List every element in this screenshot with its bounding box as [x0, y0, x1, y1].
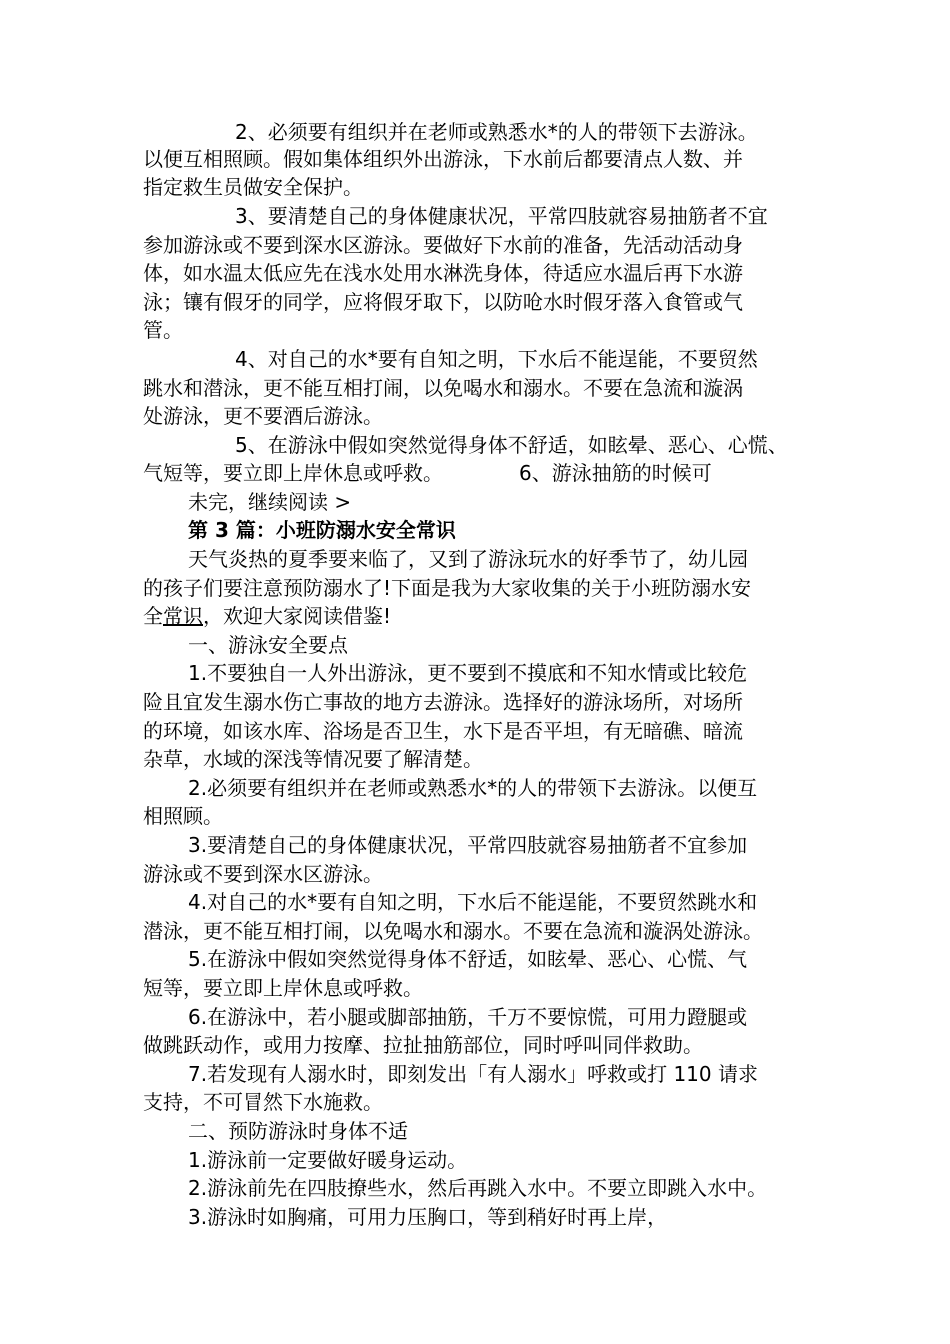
text-line: 相照顾。: [143, 804, 223, 828]
text-line: 短等，要立即上岸休息或呼救。: [143, 976, 423, 1000]
text-line: 1.游泳前一定要做好暖身运动。: [188, 1148, 468, 1172]
text-line: 5、在游泳中假如突然觉得身体不舒适，如眩晕、恶心、心慌、: [235, 433, 788, 457]
text-line: 跳水和潜泳，更不能互相打闹，以免喝水和溺水。不要在急流和漩涡: [143, 376, 743, 400]
text-line: 体，如水温太低应先在浅水处用水淋洗身体，待适应水温后再下水游: [143, 261, 743, 285]
continue-reading-link[interactable]: 未完，继续阅读 >: [188, 490, 352, 514]
text-line: 5.在游泳中假如突然觉得身体不舒适，如眩晕、恶心、心慌、气: [188, 947, 748, 971]
text-line: 以便互相照顾。假如集体组织外出游泳，下水前后都要清点人数、并: [143, 147, 743, 171]
text-line: 6、游泳抽筋的时候可: [519, 461, 712, 485]
text-line: 泳；镶有假牙的同学，应将假牙取下，以防呛水时假牙落入食管或气: [143, 290, 743, 314]
text-line: 杂草，水域的深浅等情况要了解清楚。: [143, 747, 483, 771]
text-line: 7.若发现有人溺水时，即刻发出「有人溺水」呼救或打 110 请求: [188, 1062, 758, 1086]
text-fragment: 全: [143, 604, 163, 628]
text-line: 2.游泳前先在四肢撩些水，然后再跳入水中。不要立即跳入水中。: [188, 1176, 768, 1200]
text-line: 做跳跃动作，或用力按摩、拉扯抽筋部位，同时呼叫同伴救助。: [143, 1033, 703, 1057]
text-line: 参加游泳或不要到深水区游泳。要做好下水前的准备，先活动活动身: [143, 233, 743, 257]
inline-link[interactable]: 常识: [163, 604, 203, 628]
text-line: 1.不要独自一人外出游泳，更不要到不摸底和不知水情或比较危: [188, 661, 748, 685]
text-line: 险且宜发生溺水伤亡事故的地方去游泳。选择好的游泳场所，对场所: [143, 690, 743, 714]
subsection-heading: 二、预防游泳时身体不适: [188, 1119, 408, 1143]
text-line: 气短等，要立即上岸休息或呼救。: [143, 461, 443, 485]
text-line: 4、对自己的水*要有自知之明，下水后不能逞能，不要贸然: [235, 347, 758, 371]
text-line: 游泳或不要到深水区游泳。: [143, 862, 383, 886]
text-line: 3、要清楚自己的身体健康状况，平常四肢就容易抽筋者不宜: [235, 204, 768, 228]
section-heading: 第 3 篇：小班防溺水安全常识: [188, 518, 456, 542]
text-fragment: ，欢迎大家阅读借鉴!: [203, 604, 392, 628]
text-line: 3.要清楚自己的身体健康状况，平常四肢就容易抽筋者不宜参加: [188, 833, 748, 857]
text-line: 4.对自己的水*要有自知之明，下水后不能逞能，不要贸然跳水和: [188, 890, 758, 914]
text-line: 管。: [143, 318, 183, 342]
text-line: 天气炎热的夏季要来临了，又到了游泳玩水的好季节了，幼儿园: [188, 547, 748, 571]
text-line: 指定救生员做安全保护。: [143, 175, 363, 199]
text-line: 2.必须要有组织并在老师或熟悉水*的人的带领下去游泳。以便互: [188, 776, 758, 800]
subsection-heading: 一、游泳安全要点: [188, 633, 348, 657]
text-line: 潜泳，更不能互相打闹，以免喝水和溺水。不要在急流和漩涡处游泳。: [143, 919, 763, 943]
text-line: 6.在游泳中，若小腿或脚部抽筋，千万不要惊慌，可用力蹬腿或: [188, 1005, 748, 1029]
text-line: [143, 602, 391, 630]
text-line: 2、必须要有组织并在老师或熟悉水*的人的带领下去游泳。: [235, 120, 758, 144]
text-line: 3.游泳时如胸痛，可用力压胸口，等到稍好时再上岸，: [188, 1205, 668, 1229]
text-line: 支持，不可冒然下水施救。: [143, 1090, 383, 1114]
text-line: 的环境，如该水库、浴场是否卫生，水下是否平坦，有无暗礁、暗流: [143, 719, 743, 743]
text-line: 处游泳，更不要酒后游泳。: [143, 404, 383, 428]
text-line: 的孩子们要注意预防溺水了!下面是我为大家收集的关于小班防溺水安: [143, 576, 752, 600]
